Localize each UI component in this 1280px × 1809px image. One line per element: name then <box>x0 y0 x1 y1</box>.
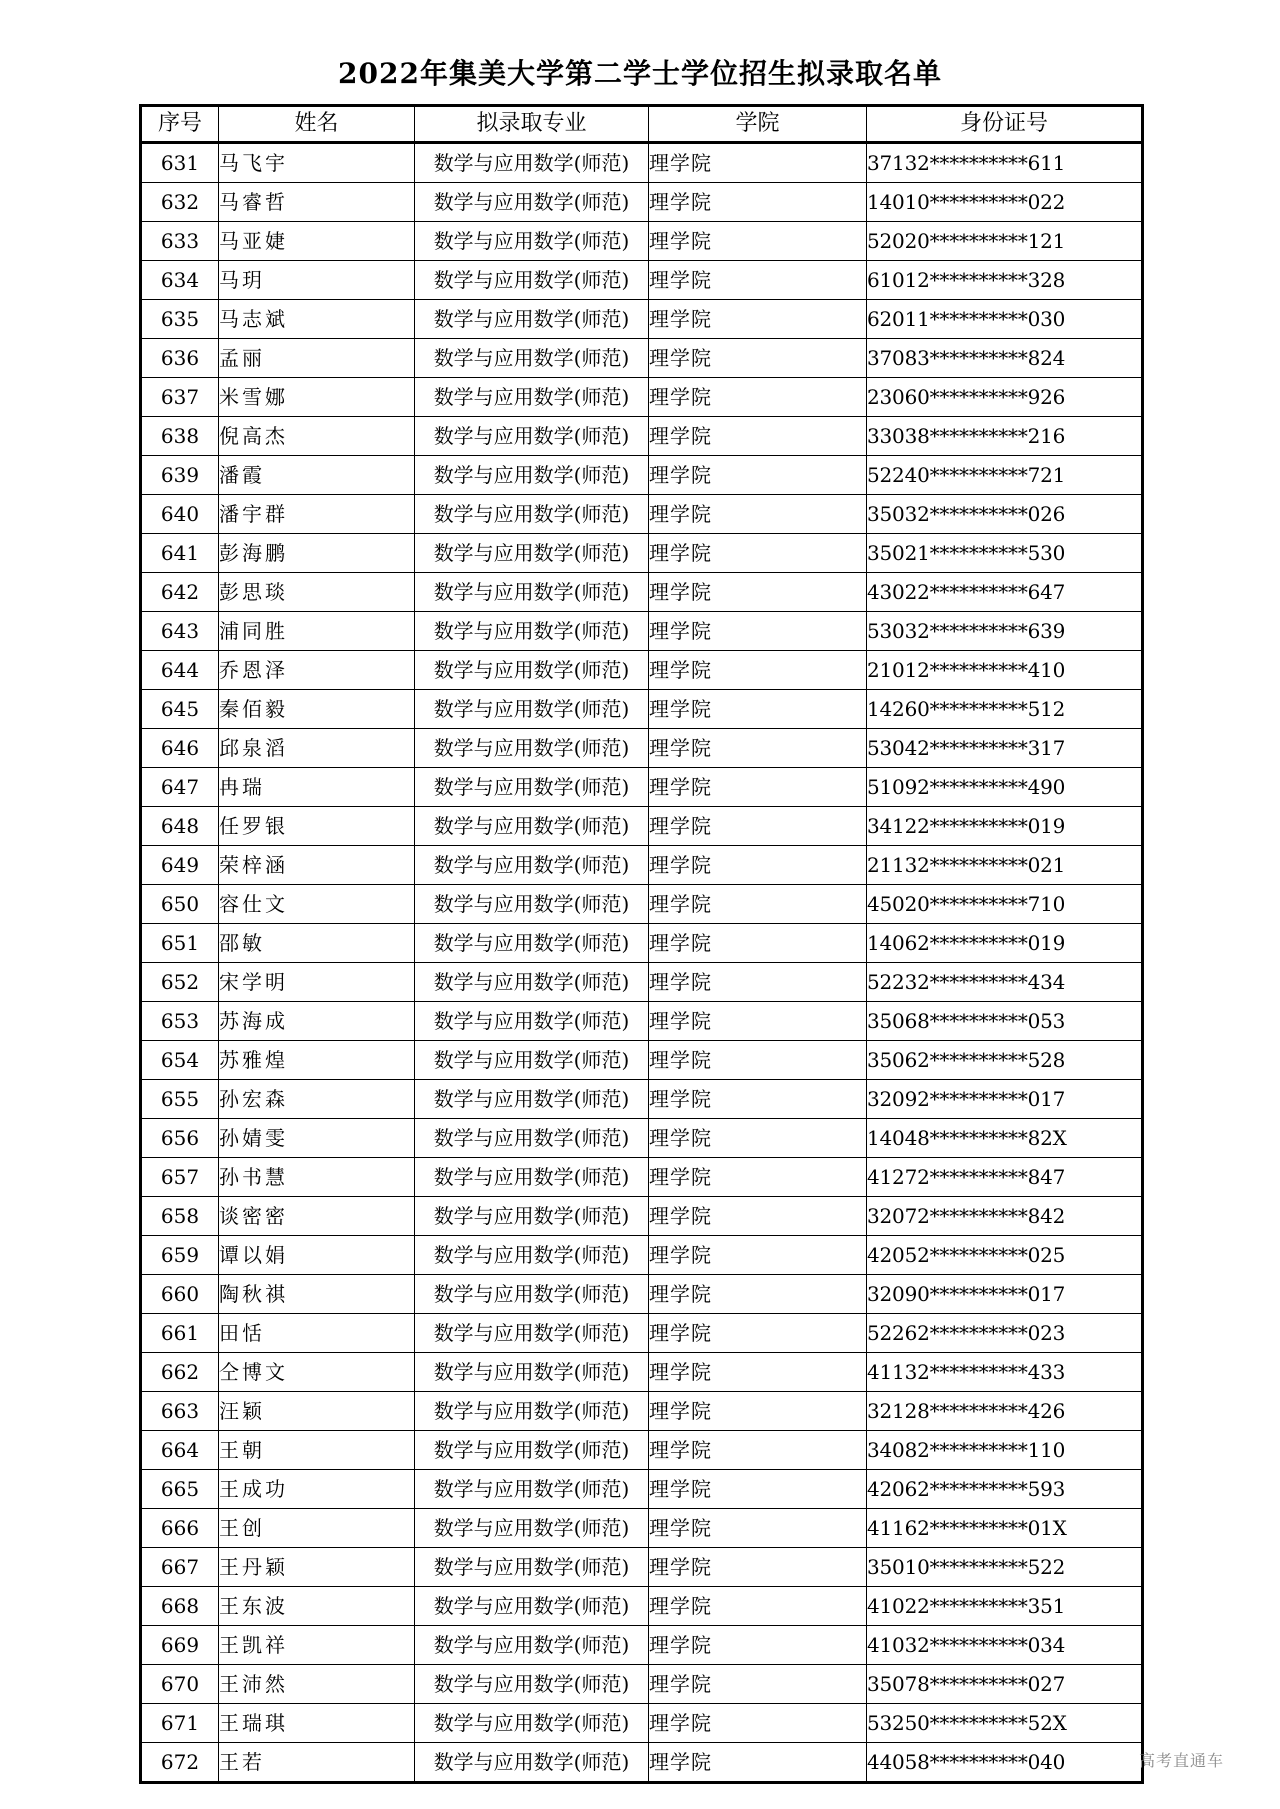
cell-college: 理学院 <box>649 495 867 534</box>
cell-major: 数学与应用数学(师范) <box>415 612 649 651</box>
cell-id: 61012**********328 <box>867 261 1143 300</box>
cell-college: 理学院 <box>649 1275 867 1314</box>
cell-index: 646 <box>141 729 219 768</box>
cell-college: 理学院 <box>649 1353 867 1392</box>
cell-index: 649 <box>141 846 219 885</box>
cell-id: 53250**********52X <box>867 1704 1143 1743</box>
cell-id: 41162**********01X <box>867 1509 1143 1548</box>
cell-major: 数学与应用数学(师范) <box>415 1743 649 1783</box>
cell-name: 王丹颖 <box>219 1548 415 1587</box>
cell-name: 王成功 <box>219 1470 415 1509</box>
cell-id: 41032**********034 <box>867 1626 1143 1665</box>
cell-index: 662 <box>141 1353 219 1392</box>
cell-college: 理学院 <box>649 1236 867 1275</box>
cell-name: 王瑞琪 <box>219 1704 415 1743</box>
table-row <box>141 1392 1143 1431</box>
cell-id: 34122**********019 <box>867 807 1143 846</box>
table-row <box>141 222 1143 261</box>
table-row <box>141 534 1143 573</box>
cell-id: 32128**********426 <box>867 1392 1143 1431</box>
cell-major: 数学与应用数学(师范) <box>415 143 649 183</box>
table-row <box>141 1548 1143 1587</box>
admission-roster-table <box>139 104 1144 1784</box>
table-row <box>141 1197 1143 1236</box>
cell-name: 苏海成 <box>219 1002 415 1041</box>
cell-major: 数学与应用数学(师范) <box>415 1002 649 1041</box>
cell-id: 37083**********824 <box>867 339 1143 378</box>
cell-id: 32072**********842 <box>867 1197 1143 1236</box>
cell-major: 数学与应用数学(师范) <box>415 183 649 222</box>
cell-college: 理学院 <box>649 612 867 651</box>
cell-name: 孙婧雯 <box>219 1119 415 1158</box>
cell-index: 658 <box>141 1197 219 1236</box>
table-row <box>141 1119 1143 1158</box>
cell-college: 理学院 <box>649 1743 867 1783</box>
cell-index: 647 <box>141 768 219 807</box>
cell-index: 648 <box>141 807 219 846</box>
cell-major: 数学与应用数学(师范) <box>415 768 649 807</box>
cell-name: 王东波 <box>219 1587 415 1626</box>
cell-college: 理学院 <box>649 1080 867 1119</box>
cell-id: 21012**********410 <box>867 651 1143 690</box>
cell-id: 14010**********022 <box>867 183 1143 222</box>
cell-name: 邵敏 <box>219 924 415 963</box>
table-row <box>141 1353 1143 1392</box>
cell-major: 数学与应用数学(师范) <box>415 1470 649 1509</box>
cell-name: 谈密密 <box>219 1197 415 1236</box>
cell-index: 652 <box>141 963 219 1002</box>
table-row <box>141 1080 1143 1119</box>
table-row <box>141 1431 1143 1470</box>
table-row <box>141 456 1143 495</box>
cell-college: 理学院 <box>649 1197 867 1236</box>
cell-college: 理学院 <box>649 807 867 846</box>
cell-college: 理学院 <box>649 651 867 690</box>
table-row <box>141 1665 1143 1704</box>
cell-major: 数学与应用数学(师范) <box>415 1431 649 1470</box>
cell-id: 23060**********926 <box>867 378 1143 417</box>
table-row <box>141 729 1143 768</box>
cell-index: 642 <box>141 573 219 612</box>
cell-college: 理学院 <box>649 378 867 417</box>
cell-name: 王沛然 <box>219 1665 415 1704</box>
cell-name: 孙书慧 <box>219 1158 415 1197</box>
cell-id: 35032**********026 <box>867 495 1143 534</box>
cell-index: 657 <box>141 1158 219 1197</box>
table-row <box>141 690 1143 729</box>
cell-college: 理学院 <box>649 1626 867 1665</box>
cell-index: 669 <box>141 1626 219 1665</box>
cell-index: 668 <box>141 1587 219 1626</box>
cell-index: 632 <box>141 183 219 222</box>
table-row <box>141 1626 1143 1665</box>
cell-id: 14048**********82X <box>867 1119 1143 1158</box>
table-row <box>141 261 1143 300</box>
cell-major: 数学与应用数学(师范) <box>415 1509 649 1548</box>
cell-id: 45020**********710 <box>867 885 1143 924</box>
cell-id: 35068**********053 <box>867 1002 1143 1041</box>
cell-index: 650 <box>141 885 219 924</box>
cell-id: 52240**********721 <box>867 456 1143 495</box>
cell-index: 667 <box>141 1548 219 1587</box>
cell-college: 理学院 <box>649 885 867 924</box>
table-row <box>141 846 1143 885</box>
cell-id: 44058**********040 <box>867 1743 1143 1783</box>
column-header-id: 身份证号 <box>867 106 1143 143</box>
cell-name: 冉瑞 <box>219 768 415 807</box>
cell-name: 宋学明 <box>219 963 415 1002</box>
cell-name: 潘霞 <box>219 456 415 495</box>
cell-index: 653 <box>141 1002 219 1041</box>
cell-name: 陶秋祺 <box>219 1275 415 1314</box>
cell-index: 638 <box>141 417 219 456</box>
cell-major: 数学与应用数学(师范) <box>415 1080 649 1119</box>
cell-id: 53032**********639 <box>867 612 1143 651</box>
cell-college: 理学院 <box>649 690 867 729</box>
cell-index: 656 <box>141 1119 219 1158</box>
cell-index: 665 <box>141 1470 219 1509</box>
table-row <box>141 963 1143 1002</box>
table-row <box>141 807 1143 846</box>
roster-table-container <box>139 100 1141 1784</box>
cell-name: 汪颖 <box>219 1392 415 1431</box>
cell-name: 孙宏森 <box>219 1080 415 1119</box>
cell-major: 数学与应用数学(师范) <box>415 339 649 378</box>
cell-index: 635 <box>141 300 219 339</box>
table-row <box>141 417 1143 456</box>
table-row <box>141 885 1143 924</box>
cell-index: 636 <box>141 339 219 378</box>
cell-name: 容仕文 <box>219 885 415 924</box>
cell-id: 21132**********021 <box>867 846 1143 885</box>
table-row <box>141 1704 1143 1743</box>
cell-name: 任罗银 <box>219 807 415 846</box>
column-header-name: 姓名 <box>219 106 415 143</box>
cell-name: 米雪娜 <box>219 378 415 417</box>
table-row <box>141 924 1143 963</box>
cell-major: 数学与应用数学(师范) <box>415 1665 649 1704</box>
cell-id: 35010**********522 <box>867 1548 1143 1587</box>
cell-name: 马玥 <box>219 261 415 300</box>
cell-id: 35078**********027 <box>867 1665 1143 1704</box>
cell-major: 数学与应用数学(师范) <box>415 1041 649 1080</box>
cell-major: 数学与应用数学(师范) <box>415 885 649 924</box>
cell-college: 理学院 <box>649 729 867 768</box>
cell-name: 马飞宇 <box>219 143 415 183</box>
cell-index: 660 <box>141 1275 219 1314</box>
cell-college: 理学院 <box>649 1509 867 1548</box>
cell-index: 645 <box>141 690 219 729</box>
cell-id: 43022**********647 <box>867 573 1143 612</box>
cell-major: 数学与应用数学(师范) <box>415 261 649 300</box>
cell-college: 理学院 <box>649 1158 867 1197</box>
table-row <box>141 612 1143 651</box>
cell-id: 62011**********030 <box>867 300 1143 339</box>
cell-college: 理学院 <box>649 963 867 1002</box>
cell-index: 651 <box>141 924 219 963</box>
table-row <box>141 1002 1143 1041</box>
cell-index: 659 <box>141 1236 219 1275</box>
cell-major: 数学与应用数学(师范) <box>415 1197 649 1236</box>
table-row <box>141 651 1143 690</box>
cell-major: 数学与应用数学(师范) <box>415 1119 649 1158</box>
cell-college: 理学院 <box>649 573 867 612</box>
cell-college: 理学院 <box>649 1470 867 1509</box>
cell-id: 33038**********216 <box>867 417 1143 456</box>
cell-name: 王朝 <box>219 1431 415 1470</box>
cell-name: 秦佰毅 <box>219 690 415 729</box>
cell-index: 631 <box>141 143 219 183</box>
column-header-index: 序号 <box>141 106 219 143</box>
column-header-college: 学院 <box>649 106 867 143</box>
table-header-row <box>141 106 1143 143</box>
cell-major: 数学与应用数学(师范) <box>415 807 649 846</box>
cell-major: 数学与应用数学(师范) <box>415 1587 649 1626</box>
cell-college: 理学院 <box>649 143 867 183</box>
cell-college: 理学院 <box>649 1002 867 1041</box>
cell-index: 666 <box>141 1509 219 1548</box>
cell-major: 数学与应用数学(师范) <box>415 300 649 339</box>
table-row <box>141 495 1143 534</box>
table-row <box>141 1509 1143 1548</box>
cell-index: 655 <box>141 1080 219 1119</box>
cell-index: 641 <box>141 534 219 573</box>
cell-id: 14062**********019 <box>867 924 1143 963</box>
cell-major: 数学与应用数学(师范) <box>415 1236 649 1275</box>
cell-major: 数学与应用数学(师范) <box>415 456 649 495</box>
cell-college: 理学院 <box>649 1041 867 1080</box>
cell-id: 52262**********023 <box>867 1314 1143 1353</box>
cell-major: 数学与应用数学(师范) <box>415 963 649 1002</box>
cell-index: 640 <box>141 495 219 534</box>
table-header <box>141 106 1143 143</box>
cell-name: 王创 <box>219 1509 415 1548</box>
cell-name: 苏雅煌 <box>219 1041 415 1080</box>
cell-index: 664 <box>141 1431 219 1470</box>
cell-id: 32092**********017 <box>867 1080 1143 1119</box>
cell-name: 马睿哲 <box>219 183 415 222</box>
cell-college: 理学院 <box>649 1704 867 1743</box>
table-row <box>141 143 1143 183</box>
cell-id: 42062**********593 <box>867 1470 1143 1509</box>
cell-index: 671 <box>141 1704 219 1743</box>
cell-index: 633 <box>141 222 219 261</box>
cell-college: 理学院 <box>649 417 867 456</box>
cell-college: 理学院 <box>649 846 867 885</box>
cell-name: 马志斌 <box>219 300 415 339</box>
page-title: 2022年集美大学第二学士学位招生拟录取名单 <box>338 57 942 90</box>
cell-major: 数学与应用数学(师范) <box>415 1353 649 1392</box>
cell-college: 理学院 <box>649 534 867 573</box>
cell-name: 王凯祥 <box>219 1626 415 1665</box>
table-row <box>141 1236 1143 1275</box>
cell-major: 数学与应用数学(师范) <box>415 924 649 963</box>
cell-major: 数学与应用数学(师范) <box>415 1548 649 1587</box>
cell-major: 数学与应用数学(师范) <box>415 534 649 573</box>
cell-name: 乔恩泽 <box>219 651 415 690</box>
cell-college: 理学院 <box>649 768 867 807</box>
cell-id: 52020**********121 <box>867 222 1143 261</box>
column-header-major: 拟录取专业 <box>415 106 649 143</box>
table-row <box>141 768 1143 807</box>
cell-college: 理学院 <box>649 1431 867 1470</box>
cell-name: 彭思琰 <box>219 573 415 612</box>
cell-major: 数学与应用数学(师范) <box>415 1704 649 1743</box>
cell-name: 王若 <box>219 1743 415 1783</box>
cell-id: 52232**********434 <box>867 963 1143 1002</box>
cell-name: 邱泉滔 <box>219 729 415 768</box>
cell-major: 数学与应用数学(师范) <box>415 1314 649 1353</box>
cell-id: 51092**********490 <box>867 768 1143 807</box>
table-body <box>141 143 1143 1783</box>
cell-index: 661 <box>141 1314 219 1353</box>
cell-name: 孟丽 <box>219 339 415 378</box>
cell-college: 理学院 <box>649 222 867 261</box>
cell-college: 理学院 <box>649 1548 867 1587</box>
cell-major: 数学与应用数学(师范) <box>415 846 649 885</box>
table-row <box>141 1275 1143 1314</box>
cell-id: 35021**********530 <box>867 534 1143 573</box>
cell-id: 42052**********025 <box>867 1236 1143 1275</box>
cell-index: 670 <box>141 1665 219 1704</box>
cell-index: 643 <box>141 612 219 651</box>
cell-name: 倪高杰 <box>219 417 415 456</box>
cell-major: 数学与应用数学(师范) <box>415 1392 649 1431</box>
cell-college: 理学院 <box>649 1665 867 1704</box>
table-row <box>141 1041 1143 1080</box>
table-row <box>141 1158 1143 1197</box>
cell-id: 34082**********110 <box>867 1431 1143 1470</box>
cell-major: 数学与应用数学(师范) <box>415 690 649 729</box>
cell-major: 数学与应用数学(师范) <box>415 1275 649 1314</box>
cell-college: 理学院 <box>649 1314 867 1353</box>
cell-major: 数学与应用数学(师范) <box>415 573 649 612</box>
cell-college: 理学院 <box>649 1392 867 1431</box>
cell-id: 35062**********528 <box>867 1041 1143 1080</box>
table-row <box>141 300 1143 339</box>
table-row <box>141 1314 1143 1353</box>
cell-college: 理学院 <box>649 339 867 378</box>
cell-index: 634 <box>141 261 219 300</box>
cell-name: 荣梓涵 <box>219 846 415 885</box>
cell-index: 639 <box>141 456 219 495</box>
cell-id: 41272**********847 <box>867 1158 1143 1197</box>
cell-name: 潘宇群 <box>219 495 415 534</box>
cell-index: 672 <box>141 1743 219 1783</box>
cell-name: 田恬 <box>219 1314 415 1353</box>
cell-id: 14260**********512 <box>867 690 1143 729</box>
table-row <box>141 378 1143 417</box>
cell-id: 41022**********351 <box>867 1587 1143 1626</box>
cell-college: 理学院 <box>649 183 867 222</box>
table-row <box>141 183 1143 222</box>
cell-major: 数学与应用数学(师范) <box>415 222 649 261</box>
cell-major: 数学与应用数学(师范) <box>415 1158 649 1197</box>
cell-major: 数学与应用数学(师范) <box>415 651 649 690</box>
cell-major: 数学与应用数学(师范) <box>415 417 649 456</box>
cell-id: 41132**********433 <box>867 1353 1143 1392</box>
cell-name: 谭以娟 <box>219 1236 415 1275</box>
cell-major: 数学与应用数学(师范) <box>415 495 649 534</box>
cell-name: 仝博文 <box>219 1353 415 1392</box>
table-row <box>141 1587 1143 1626</box>
cell-index: 663 <box>141 1392 219 1431</box>
cell-college: 理学院 <box>649 456 867 495</box>
cell-major: 数学与应用数学(师范) <box>415 378 649 417</box>
watermark-label: 高考直通车 <box>1138 1751 1224 1770</box>
table-row <box>141 339 1143 378</box>
cell-name: 浦同胜 <box>219 612 415 651</box>
cell-college: 理学院 <box>649 1119 867 1158</box>
table-row <box>141 1743 1143 1783</box>
cell-index: 644 <box>141 651 219 690</box>
cell-major: 数学与应用数学(师范) <box>415 1626 649 1665</box>
table-row <box>141 1470 1143 1509</box>
table-row <box>141 573 1143 612</box>
cell-index: 654 <box>141 1041 219 1080</box>
cell-college: 理学院 <box>649 924 867 963</box>
cell-name: 彭海鹏 <box>219 534 415 573</box>
cell-index: 637 <box>141 378 219 417</box>
cell-college: 理学院 <box>649 300 867 339</box>
cell-college: 理学院 <box>649 261 867 300</box>
cell-id: 32090**********017 <box>867 1275 1143 1314</box>
cell-id: 37132**********611 <box>867 143 1143 183</box>
cell-major: 数学与应用数学(师范) <box>415 729 649 768</box>
cell-id: 53042**********317 <box>867 729 1143 768</box>
cell-college: 理学院 <box>649 1587 867 1626</box>
cell-name: 马亚婕 <box>219 222 415 261</box>
